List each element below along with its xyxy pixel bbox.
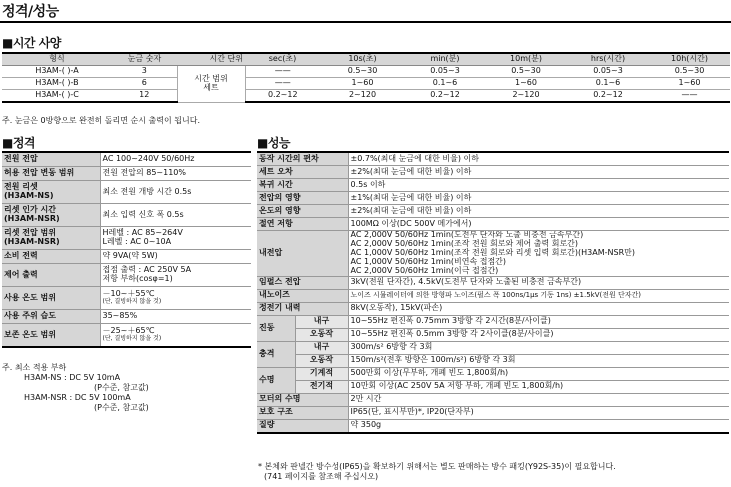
table-row xyxy=(257,192,729,205)
rating-value-line1: 접점 출력 : AC 250V 5A xyxy=(102,265,192,275)
rating-label: 전원 전압 xyxy=(2,152,100,167)
perf-value: 10만회 이상(AC 250V 5A 저항 부하, 개폐 빈도 1,800회/h) xyxy=(348,380,729,393)
time-range-label-line1: 시간 범위 xyxy=(194,73,228,83)
table-row xyxy=(2,181,251,204)
rating-note-line: 주. 최소 적용 부하 xyxy=(2,363,67,372)
rating-value: 최소 전원 개방 시간 0.5s xyxy=(100,181,251,204)
perf-label: 복귀 시간 xyxy=(257,179,348,192)
withstand-line: AC 1,000V 50/60Hz 1min(조작 전원 회로와 리셋 입력 회로간)(H3AM-NSR만) xyxy=(350,247,635,257)
footnote-line: * 본체와 판넬간 방수성(IP65)을 확보하기 위해서는 별도 판매하는 방수 패킹(Y92S-35)이 필요합니다. xyxy=(258,462,616,471)
table-row xyxy=(2,204,251,227)
rating-label-line1: 전원 리셋 xyxy=(4,182,38,192)
scale-cell: 3 xyxy=(112,66,177,78)
perf-label: 진동 xyxy=(257,315,295,341)
header-10m: 10m(분) xyxy=(485,53,567,66)
table-row xyxy=(257,218,729,231)
perf-value xyxy=(348,231,729,277)
range-cell: 2~120 xyxy=(485,90,567,103)
perf-value: 300m/s² 6방향 각 3회 xyxy=(348,341,729,354)
rating-label: 보존 온도 범위 xyxy=(2,324,100,348)
header-10s: 10s(초) xyxy=(320,53,405,66)
range-cell: 0.5~30 xyxy=(485,66,567,78)
performance-table xyxy=(257,151,729,434)
rating-label: 사용 온도 범위 xyxy=(2,287,100,310)
rating-label: 소비 전력 xyxy=(2,250,100,264)
table-row xyxy=(2,310,251,324)
table-row xyxy=(2,90,730,103)
perf-label: 임펄스 전압 xyxy=(257,276,348,289)
table-row xyxy=(257,276,729,289)
performance-heading: ■성능 xyxy=(257,136,291,150)
table-row xyxy=(257,302,729,315)
table-row xyxy=(2,250,251,264)
rating-value-line2: (단, 결빙하지 않을 것) xyxy=(102,335,162,343)
table-row xyxy=(257,393,729,406)
table-row xyxy=(257,419,729,433)
withstand-line: AC 1,000V 50/60Hz 1min(비연속 접점간) xyxy=(350,256,507,266)
perf-value: 3kV(전원 단자간), 4.5kV(도전부 단자와 노출된 비충전 금속부간) xyxy=(348,276,729,289)
withstand-line: AC 2,000V 50/60Hz 1min(이극 접점간) xyxy=(350,265,499,275)
header-min: min(분) xyxy=(405,53,485,66)
rating-label xyxy=(2,227,100,250)
range-cell: 0.1~6 xyxy=(567,78,649,90)
table-row xyxy=(2,152,251,167)
title-divider xyxy=(0,21,731,23)
table-row xyxy=(2,324,251,348)
footnote-line: (741 페이지를 참조해 주십시오) xyxy=(264,472,379,481)
perf-value: ±1%(최대 눈금에 대한 비율) 이하 xyxy=(348,192,729,205)
perf-label: 동작 시간의 편차 xyxy=(257,152,348,166)
time-spec-table xyxy=(2,52,730,103)
table-row xyxy=(257,205,729,218)
rating-value: 최소 입력 신호 폭 0.5s xyxy=(100,204,251,227)
rating-label-line1: 리셋 전압 범위 xyxy=(4,228,56,238)
range-cell: 1~60 xyxy=(320,78,405,90)
header-time-unit: 시간 단위 xyxy=(177,53,245,66)
time-spec-header-row xyxy=(2,53,730,66)
table-row xyxy=(257,289,729,302)
rating-value-line2: (단, 결빙하지 않을 것) xyxy=(102,298,162,306)
rating-heading: ■정격 xyxy=(2,136,36,150)
perf-label: 절연 저항 xyxy=(257,218,348,231)
performance-footnote xyxy=(258,462,616,482)
rating-label xyxy=(2,181,100,204)
rating-value-line1: －10~＋55℃ xyxy=(102,289,155,299)
perf-sublabel: 오동작 xyxy=(295,354,348,367)
table-row xyxy=(257,367,729,380)
table-row xyxy=(257,406,729,419)
table-row xyxy=(257,231,729,277)
rating-value-line1: H레벨 : AC 85~264V xyxy=(102,228,183,238)
perf-sublabel: 내구 xyxy=(295,341,348,354)
table-row xyxy=(257,315,729,328)
page-title: 정격/성능 xyxy=(2,4,59,20)
table-row xyxy=(257,152,729,166)
rating-value-line1: －25~＋65℃ xyxy=(102,326,155,336)
range-cell: 1~60 xyxy=(649,78,730,90)
rating-value: AC 100~240V 50/60Hz xyxy=(100,152,251,167)
time-range-label xyxy=(177,66,245,103)
rating-label-line2: (H3AM-NSR) xyxy=(4,237,60,246)
range-cell: —— xyxy=(245,78,320,90)
table-row xyxy=(257,328,729,341)
perf-sublabel: 오동작 xyxy=(295,328,348,341)
range-cell: 0.2~12 xyxy=(245,90,320,103)
rating-note-line: H3AM-NSR : DC 5V 100mA xyxy=(24,393,131,402)
scale-cell: 12 xyxy=(112,90,177,103)
perf-label: 전압의 영향 xyxy=(257,192,348,205)
rating-value: 35~85% xyxy=(100,310,251,324)
range-cell: 0.05~3 xyxy=(405,66,485,78)
perf-label: 보호 구조 xyxy=(257,406,348,419)
range-cell: 0.05~3 xyxy=(567,66,649,78)
perf-label: 질량 xyxy=(257,419,348,433)
table-row xyxy=(257,354,729,367)
model-cell: H3AM-( )-C xyxy=(2,90,112,103)
range-cell: 0.5~30 xyxy=(649,66,730,78)
rating-note-line: H3AM-NS : DC 5V 10mA xyxy=(24,373,121,382)
table-row xyxy=(2,78,730,90)
table-row xyxy=(2,287,251,310)
table-row xyxy=(2,66,730,78)
time-range-label-line2: 세트 xyxy=(203,82,219,92)
rating-note-line: (P수준, 참고값) xyxy=(94,383,149,392)
rating-label: 제어 출력 xyxy=(2,264,100,287)
rating-value-line2: 저항 부하(cosφ=1) xyxy=(102,274,173,283)
table-row xyxy=(257,341,729,354)
perf-label: 온도의 영향 xyxy=(257,205,348,218)
perf-value: 10~55Hz 편진폭 0.5mm 3방향 각 2사이클(8분/사이클) xyxy=(348,328,729,341)
range-cell: 0.2~12 xyxy=(567,90,649,103)
perf-value: 약 350g xyxy=(348,419,729,433)
table-row xyxy=(257,179,729,192)
perf-value: 150m/s²(전후 방향은 100m/s²) 6방향 각 3회 xyxy=(348,354,729,367)
table-row xyxy=(2,264,251,287)
rating-label-line2: (H3AM-NS) xyxy=(4,191,54,200)
range-cell: 0.1~6 xyxy=(405,78,485,90)
perf-label: 수명 xyxy=(257,367,295,393)
range-cell: 0.2~12 xyxy=(405,90,485,103)
time-spec-heading: ■시간 사양 xyxy=(2,36,61,50)
range-cell: —— xyxy=(245,66,320,78)
rating-value xyxy=(100,227,251,250)
perf-sublabel: 내구 xyxy=(295,315,348,328)
rating-label: 사용 주위 습도 xyxy=(2,310,100,324)
table-row xyxy=(257,380,729,393)
perf-value: ±2%(최대 눈금에 대한 비율) 이하 xyxy=(348,205,729,218)
rating-label: 허용 전압 변동 범위 xyxy=(2,167,100,181)
perf-value: 10~55Hz 편진폭 0.75mm 3방향 각 2시간(8분/사이클) xyxy=(348,315,729,328)
model-cell: H3AM-( )-A xyxy=(2,66,112,78)
perf-value: 0.5s 이하 xyxy=(348,179,729,192)
perf-label: 세트 오차 xyxy=(257,166,348,179)
perf-label: 충격 xyxy=(257,341,295,367)
table-row xyxy=(257,166,729,179)
rating-value: 약 9VA(약 5W) xyxy=(100,250,251,264)
header-10h: 10h(시간) xyxy=(649,53,730,66)
perf-label: 내전압 xyxy=(257,231,348,277)
withstand-line: AC 2,000V 50/60Hz 1min(조작 전원 회로와 제어 출력 회로간) xyxy=(350,238,579,248)
time-spec-note: 주. 눈금은 0방향으로 완전히 돌리면 순시 출력이 됩니다. xyxy=(2,116,200,125)
perf-value: ±2%(최대 눈금에 대한 비율) 이하 xyxy=(348,166,729,179)
perf-value: 100MΩ 이상(DC 500V 메가에서) xyxy=(348,218,729,231)
rating-value xyxy=(100,324,251,348)
rating-label-line1: 리셋 인가 시간 xyxy=(4,205,56,215)
perf-sublabel: 전기적 xyxy=(295,380,348,393)
rating-label-line2: (H3AM-NSR) xyxy=(4,214,60,223)
perf-value: ±0.7%(최대 눈금에 대한 비율) 이하 xyxy=(348,152,729,166)
table-row xyxy=(2,227,251,250)
rating-value xyxy=(100,264,251,287)
header-hrs: hrs(시간) xyxy=(567,53,649,66)
rating-value: 전원 전압의 85~110% xyxy=(100,167,251,181)
range-cell: —— xyxy=(649,90,730,103)
header-scale: 눈금 숫자 xyxy=(112,53,177,66)
rating-value-line2: L레벨 : AC 0~10A xyxy=(102,237,172,246)
header-model: 형식 xyxy=(2,53,112,66)
perf-value: 500만회 이상(무부하, 개폐 빈도 1,800회/h) xyxy=(348,367,729,380)
perf-value: 8kV(오동작), 15kV(파손) xyxy=(348,302,729,315)
range-cell: 0.5~30 xyxy=(320,66,405,78)
table-row xyxy=(2,167,251,181)
perf-label: 모터의 수명 xyxy=(257,393,348,406)
rating-value xyxy=(100,287,251,310)
scale-cell: 6 xyxy=(112,78,177,90)
rating-note xyxy=(2,363,149,413)
rating-table xyxy=(2,151,251,348)
perf-sublabel: 기계적 xyxy=(295,367,348,380)
rating-note-line: (P수준, 참고값) xyxy=(94,403,149,412)
header-sec: sec(초) xyxy=(245,53,320,66)
perf-label: 내노이즈 xyxy=(257,289,348,302)
range-cell: 2~120 xyxy=(320,90,405,103)
withstand-line: AC 2,000V 50/60Hz 1min(도전부 단자와 노출 비충전 금속부간) xyxy=(350,230,584,239)
perf-value: 노이즈 시뮬레이터에 의한 방형파 노이즈(펄스 폭 100ns/1μs 기동 1ns) ±1.5kV(전원 단자간) xyxy=(348,289,729,302)
perf-value: IP65(단, 표시부만)*, IP20(단자부) xyxy=(348,406,729,419)
perf-value: 2만 시간 xyxy=(348,393,729,406)
model-cell: H3AM-( )-B xyxy=(2,78,112,90)
rating-label xyxy=(2,204,100,227)
range-cell: 1~60 xyxy=(485,78,567,90)
perf-label: 정전기 내력 xyxy=(257,302,348,315)
